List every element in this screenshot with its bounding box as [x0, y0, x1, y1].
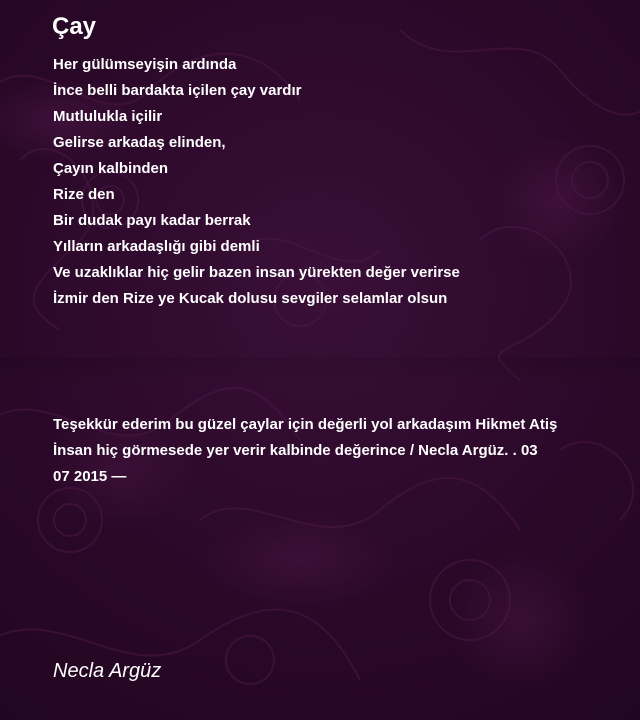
poem-line: Yılların arkadaşlığı gibi demli	[53, 238, 260, 255]
poem-line: Gelirse arkadaş elinden,	[53, 134, 226, 151]
poem-line: Rize den	[53, 186, 115, 203]
section-divider-band	[0, 358, 640, 388]
poem-line: Her gülümseyişin ardında	[53, 56, 237, 73]
author-name: Necla Argüz	[53, 660, 162, 682]
note-line: 07 2015 —	[53, 468, 127, 485]
poem-line: İnce belli bardakta içilen çay vardır	[53, 82, 302, 99]
poem-line: Bir dudak payı kadar berrak	[53, 212, 251, 229]
poem-line: Çayın kalbinden	[53, 160, 169, 177]
poem-title: Çay	[52, 13, 97, 40]
poem-note	[53, 412, 613, 490]
poem-line: Mutlulukla içilir	[53, 108, 163, 125]
poem-body	[53, 52, 613, 312]
poem-line: İzmir den Rize ye Kucak dolusu sevgiler selamlar olsun	[53, 290, 448, 307]
poem-line: Ve uzaklıklar hiç gelir bazen insan yürekten değer verirse	[53, 264, 460, 281]
note-line: Teşekkür ederim bu güzel çaylar için değerli yol arkadaşım Hikmet Atiş	[53, 416, 558, 433]
note-line: İnsan hiç görmesede yer verir kalbinde değerince / Necla Argüz. . 03	[53, 442, 538, 459]
